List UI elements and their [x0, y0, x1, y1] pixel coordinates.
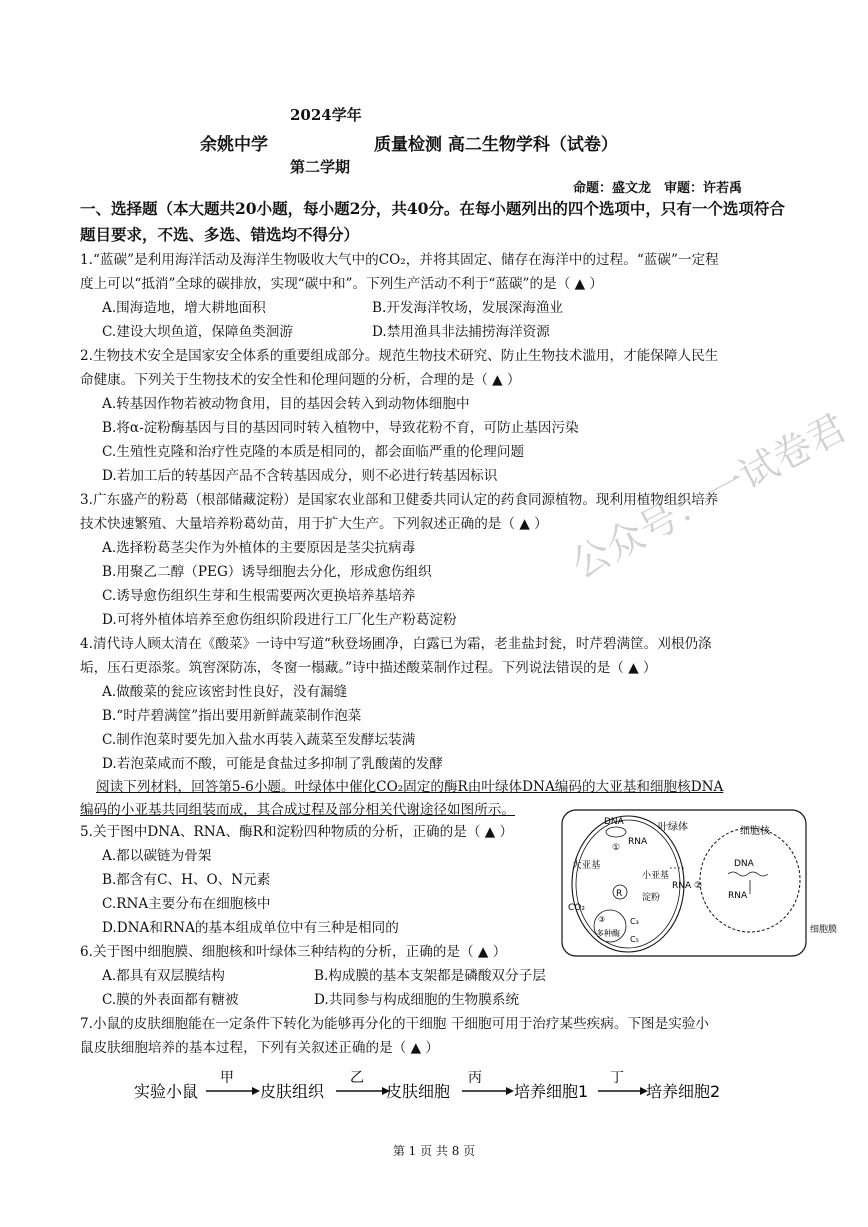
- q5-option-d: D.DNA和RNA的基本组成单位中有三种是相同的: [102, 920, 399, 936]
- q2-stem-1: 2.生物技术安全是国家安全体系的重要组成部分。规范生物技术研究、防止生物技术滥用，才能保障人民生: [80, 348, 719, 364]
- nucleus-dna-label: DNA: [734, 859, 754, 869]
- section-title: 一、选择题（本大题共20小题，每小题2分，共40分。在每小题列出的四个选项中，只有一个选项符合题目要求，不选、多选、错选均不得分）: [80, 199, 785, 244]
- multi-enzyme-label: 多种酶: [596, 929, 620, 938]
- c5-label: C₅: [630, 935, 639, 944]
- exam-setter: 命题：盛文龙 审题：许若禹: [573, 181, 743, 196]
- process-flow-diagram: [120, 1064, 760, 1108]
- q4-option-b: B.“时芹碧满筐”指出要用新鲜蔬菜制作泡菜: [102, 708, 362, 724]
- q6-option-b: B.构成膜的基本支架都是磷酸双分子层: [314, 968, 546, 984]
- flow-step-5: 培养细胞2: [646, 1082, 721, 1101]
- q6-option-a: A.都具有双层膜结构: [102, 968, 225, 984]
- q1-option-d: D.禁用渔具非法捕捞海洋资源: [372, 324, 550, 340]
- q6-option-d: D.共同参与构成细胞的生物膜系统: [314, 992, 520, 1008]
- q3-option-a: A.选择粉葛茎尖作为外植体的主要原因是茎尖抗病毒: [102, 540, 416, 556]
- school-name: 余姚中学: [200, 135, 268, 155]
- q4-stem-1: 4.清代诗人顾太清在《酸菜》一诗中写道“秋登场圃净，白露已为霜，老韭盐封瓮，时芹碧满筐。刈根仍涤: [80, 636, 712, 652]
- q3-stem-1: 3.广东盛产的粉葛（根部储藏淀粉）是国家农业部和卫健委共同认定的药食同源植物。现利用植物组织培养: [80, 492, 719, 508]
- step-1-marker: ①: [612, 843, 621, 853]
- q1-stem-2: 度上可以“抵消”全球的碳排放，实现“碳中和”。下列生产活动不利于“蓝碳”的是（ ▲ ）: [80, 276, 603, 292]
- exam-year: 2024学年: [290, 106, 362, 124]
- step-2-marker: ②: [694, 881, 703, 891]
- q3-option-b: B.用聚乙二醇（PEG）诱导细胞去分化，形成愈伤组织: [102, 564, 432, 580]
- co2-label: CO₂: [568, 903, 585, 913]
- flow-arrowhead-1: [252, 1087, 260, 1095]
- q4-option-a: A.做酸菜的瓮应该密封性良好，没有漏缝: [102, 684, 348, 700]
- flow-step-3: 皮肤细胞: [386, 1082, 451, 1101]
- nucleus-rna-label: RNA: [728, 891, 748, 901]
- material-line-2: 编码的小亚基共同组装而成，其合成过程及部分相关代谢途径如图所示。: [80, 802, 515, 818]
- starch-label: 淀粉: [642, 893, 661, 903]
- step-3-marker: ③: [598, 915, 606, 924]
- nucleus-label: 细胞核: [740, 826, 770, 837]
- q5-option-c: C.RNA主要分布在细胞核中: [102, 896, 271, 912]
- flow-arrow-label-1: 甲: [220, 1070, 234, 1086]
- flow-step-2: 皮肤组织: [260, 1082, 325, 1101]
- q3-option-c: C.诱导愈伤组织生芽和生根需要两次更换培养基培养: [102, 588, 416, 604]
- q4-option-d: D.若泡菜咸而不酸，可能是食盐过多抑制了乳酸菌的发酵: [102, 756, 443, 772]
- q5-stem: 5.关于图中DNA、RNA、酶R和淀粉四种物质的分析，正确的是（ ▲ ）: [80, 824, 514, 840]
- q2-stem-2: 命健康。下列关于生物技术的安全性和伦理问题的分析，合理的是（ ▲ ）: [80, 372, 521, 388]
- q1-option-c: C.建设大坝鱼道，保障鱼类洄游: [102, 324, 293, 340]
- q2-option-c: C.生殖性克隆和治疗性克隆的本质是相同的，都会面临严重的伦理问题: [102, 444, 525, 460]
- q6-option-c: C.膜的外表面都有糖被: [102, 992, 239, 1008]
- q5-option-a: A.都以碳链为骨架: [102, 848, 212, 864]
- q3-stem-2: 技术快速繁殖、大量培养粉葛幼苗，用于扩大生产。下列叙述正确的是（ ▲ ）: [80, 516, 548, 532]
- q4-option-c: C.制作泡菜时要先加入盐水再装入蔬菜至发酵坛装满: [102, 732, 416, 748]
- cell-diagram: [560, 808, 838, 960]
- flow-step-1: 实验小鼠: [134, 1082, 199, 1101]
- chloroplast-dna-ring: [606, 827, 626, 837]
- q1-stem-1: 1.“蓝碳”是利用海洋活动及海洋生物吸收大气中的CO₂，并将其固定、储存在海洋中的过程。“蓝碳”一定程: [80, 252, 719, 268]
- flow-arrowhead-3: [506, 1087, 514, 1095]
- q4-stem-2: 垢，压石更添浆。筑窖深防冻，冬窗一榻藏。”诗中描述酸菜制作过程。下列说法错误的是（ ▲ ）: [80, 660, 657, 676]
- flow-arrow-label-3: 丙: [468, 1070, 482, 1086]
- exam-term: 第二学期: [290, 158, 351, 176]
- flow-step-4: 培养细胞1: [514, 1082, 589, 1101]
- chloroplast-label: 叶绿体: [658, 822, 688, 833]
- q7-stem-1: 7.小鼠的皮肤细胞能在一定条件下转化为能够再分化的干细胞 干细胞可用于治疗某些疾病。下图是实验小: [80, 1016, 710, 1032]
- chloroplast-dna-label: DNA: [604, 817, 624, 827]
- c3-label: C₃: [630, 917, 639, 926]
- nucleus-dna-strand: [728, 872, 768, 876]
- q2-option-d: D.若加工后的转基因产品不含转基因成分，则不必进行转基因标识: [102, 468, 498, 484]
- q3-option-d: D.可将外植体培养至愈伤组织阶段进行工厂化生产粉葛淀粉: [102, 612, 457, 628]
- small-subunit-label: 小亚基: [642, 871, 670, 881]
- large-subunit-label: 大亚基: [572, 860, 601, 871]
- q2-option-a: A.转基因作物若被动物食用，目的基因会转入到动物体细胞中: [102, 396, 470, 412]
- page-number: 第 1 页 共 8 页: [392, 1144, 476, 1158]
- flow-arrow-label-2: 乙: [350, 1070, 364, 1086]
- q5-option-b: B.都含有C、H、O、N元素: [102, 872, 271, 888]
- material-line-1: 阅读下列材料，回答第5-6小题。叶绿体中催化CO₂固定的酶R由叶绿体DNA编码的大亚基和细胞核DNA: [96, 779, 724, 795]
- q6-stem: 6.关于图中细胞膜、细胞核和叶绿体三种结构的分析，正确的是（ ▲ ）: [80, 944, 507, 960]
- q1-option-a: A.围海造地，增大耕地面积: [102, 300, 266, 316]
- flow-arrow-label-4: 丁: [610, 1070, 624, 1086]
- watermark: 公众号：一试卷君: [564, 405, 854, 587]
- chloroplast-rna-label: RNA: [628, 837, 648, 847]
- cytoplasm-rna-label: RNA: [672, 881, 692, 891]
- enzyme-r-label: R: [616, 889, 623, 899]
- q7-stem-2: 鼠皮肤细胞培养的基本过程，下列有关叙述正确的是（ ▲ ）: [80, 1040, 439, 1056]
- membrane-label: 细胞膜: [810, 925, 838, 935]
- q2-option-b: B.将α-淀粉酶基因与目的基因同时转入植物中，导致花粉不育，可防止基因污染: [102, 420, 579, 436]
- q1-option-b: B.开发海洋牧场，发展深海渔业: [372, 300, 564, 316]
- exam-title: 质量检测 高二生物学科（试卷）: [374, 135, 618, 155]
